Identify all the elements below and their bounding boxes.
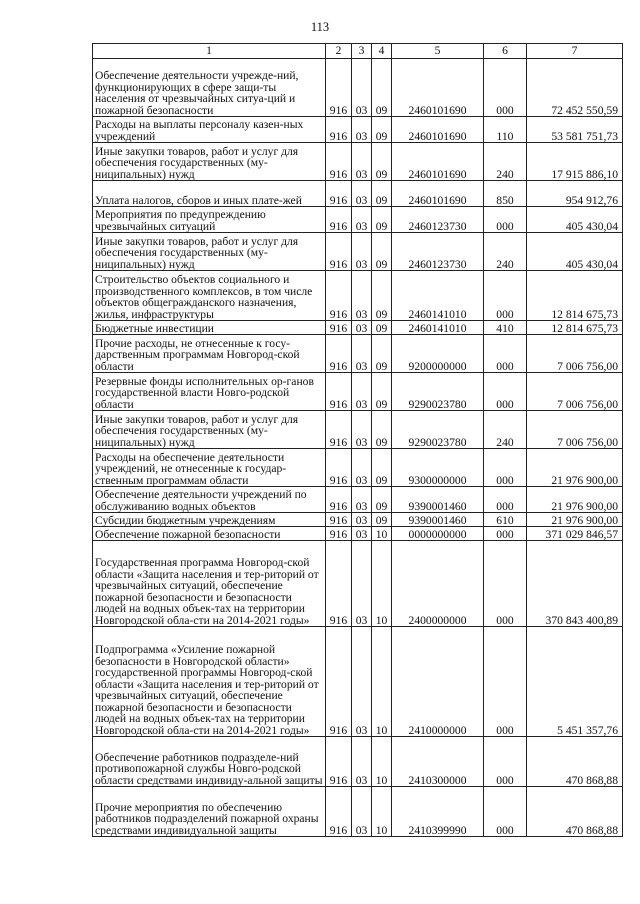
- cell-name: Обеспечение деятельности учреждений по обслуживанию водных объектов: [93, 487, 326, 513]
- cell-csr: 2400000000: [392, 541, 484, 627]
- table-row: [93, 335, 623, 373]
- cell-csr: 9300000000: [392, 449, 484, 487]
- cell-amount: 470 868,88: [527, 737, 623, 787]
- cell-vr: 000: [484, 487, 527, 513]
- cell-name: Подпрограмма «Усиление пожарной безопасности в Новгородской области» государственной программы Новгород-ской области «Защита населения и тер-риторий от чрезвычайных ситуаций, обеспечение пожарной безопасности и безопасности людей на водных объек-тах на территории Новгородской обла-сти на 2014-2021 годы»: [93, 627, 326, 737]
- cell-vr: 000: [484, 373, 527, 411]
- table-row: [93, 487, 623, 513]
- cell-vr: 000: [484, 207, 527, 233]
- cell-pr: 09: [372, 271, 392, 321]
- cell-name: Резервные фонды исполнительных ор-ганов государственной власти Новго-родской области: [93, 373, 326, 411]
- cell-amount: 17 915 886,10: [527, 143, 623, 181]
- cell-amount: 954 912,76: [527, 181, 623, 207]
- cell-vr: 240: [484, 233, 527, 271]
- cell-vr: 240: [484, 411, 527, 449]
- cell-csr: 9390001460: [392, 513, 484, 527]
- cell-pr: 10: [372, 527, 392, 541]
- cell-grbs: 916: [326, 487, 352, 513]
- cell-rz: 03: [352, 737, 372, 787]
- cell-csr: 2460101690: [392, 117, 484, 143]
- cell-vr: 000: [484, 627, 527, 737]
- cell-rz: 03: [352, 181, 372, 207]
- table-row: [93, 787, 623, 837]
- cell-csr: 0000000000: [392, 527, 484, 541]
- table-row: [93, 373, 623, 411]
- cell-grbs: 916: [326, 373, 352, 411]
- cell-rz: 03: [352, 527, 372, 541]
- cell-csr: 2460123730: [392, 233, 484, 271]
- cell-grbs: 916: [326, 321, 352, 335]
- table-row: [93, 527, 623, 541]
- cell-amount: 371 029 846,57: [527, 527, 623, 541]
- cell-amount: 21 976 900,00: [527, 487, 623, 513]
- cell-rz: 03: [352, 143, 372, 181]
- cell-grbs: 916: [326, 143, 352, 181]
- cell-rz: 03: [352, 321, 372, 335]
- table-row: [93, 541, 623, 627]
- cell-rz: 03: [352, 627, 372, 737]
- table-row: [93, 411, 623, 449]
- cell-csr: 2410399990: [392, 787, 484, 837]
- cell-vr: 850: [484, 181, 527, 207]
- cell-pr: 09: [372, 233, 392, 271]
- cell-grbs: 916: [326, 181, 352, 207]
- cell-name: Уплата налогов, сборов и иных плате-жей: [93, 181, 326, 207]
- cell-grbs: 916: [326, 117, 352, 143]
- cell-pr: 10: [372, 737, 392, 787]
- cell-amount: 12 814 675,73: [527, 271, 623, 321]
- column-header: 3: [352, 44, 372, 59]
- cell-name: Расходы на обеспечение деятельности учреждений, не отнесенные к государ-ственным программам области: [93, 449, 326, 487]
- cell-amount: 370 843 400,89: [527, 541, 623, 627]
- table-row: [93, 271, 623, 321]
- cell-rz: 03: [352, 233, 372, 271]
- table-row: [93, 143, 623, 181]
- cell-csr: 2410300000: [392, 737, 484, 787]
- column-header: 6: [484, 44, 527, 59]
- cell-amount: 405 430,04: [527, 207, 623, 233]
- table-row: [93, 449, 623, 487]
- cell-vr: 000: [484, 541, 527, 627]
- cell-name: Субсидии бюджетным учреждениям: [93, 513, 326, 527]
- cell-amount: 7 006 756,00: [527, 411, 623, 449]
- cell-vr: 000: [484, 527, 527, 541]
- cell-grbs: 916: [326, 411, 352, 449]
- cell-name: Государственная программа Новгород-ской области «Защита населения и тер-риторий от чрезвычайных ситуаций, обеспечение пожарной безопасности и безопасности людей на водных объек-тах на территории Новгородской обла-сти на 2014-2021 годы»: [93, 541, 326, 627]
- cell-name: Иные закупки товаров, работ и услуг для обеспечения государственных (му-ниципальных) нужд: [93, 411, 326, 449]
- cell-pr: 09: [372, 321, 392, 335]
- cell-csr: 9290023780: [392, 373, 484, 411]
- cell-pr: 10: [372, 627, 392, 737]
- cell-csr: 2460101690: [392, 143, 484, 181]
- page-number: 113: [310, 20, 330, 34]
- cell-grbs: 916: [326, 449, 352, 487]
- cell-pr: 09: [372, 143, 392, 181]
- column-header: 4: [372, 44, 392, 59]
- cell-name: Бюджетные инвестиции: [93, 321, 326, 335]
- table-row: [93, 181, 623, 207]
- cell-amount: 72 452 550,59: [527, 59, 623, 117]
- cell-amount: 21 976 900,00: [527, 449, 623, 487]
- cell-rz: 03: [352, 487, 372, 513]
- cell-grbs: 916: [326, 787, 352, 837]
- cell-csr: 2460141010: [392, 321, 484, 335]
- cell-pr: 09: [372, 449, 392, 487]
- cell-pr: 10: [372, 787, 392, 837]
- cell-rz: 03: [352, 787, 372, 837]
- cell-name: Иные закупки товаров, работ и услуг для обеспечения государственных (му-ниципальных) нужд: [93, 143, 326, 181]
- cell-name: Прочие мероприятия по обеспечению работников подразделений пожарной охраны средствами индивидуальной защиты: [93, 787, 326, 837]
- cell-pr: 09: [372, 487, 392, 513]
- cell-vr: 000: [484, 737, 527, 787]
- cell-amount: 405 430,04: [527, 233, 623, 271]
- cell-vr: 000: [484, 271, 527, 321]
- cell-grbs: 916: [326, 527, 352, 541]
- cell-vr: 000: [484, 787, 527, 837]
- cell-grbs: 916: [326, 271, 352, 321]
- cell-grbs: 916: [326, 513, 352, 527]
- cell-csr: 2460141010: [392, 271, 484, 321]
- cell-rz: 03: [352, 59, 372, 117]
- cell-amount: 7 006 756,00: [527, 373, 623, 411]
- cell-rz: 03: [352, 541, 372, 627]
- budget-table: [92, 43, 623, 837]
- cell-grbs: 916: [326, 737, 352, 787]
- cell-csr: 9200000000: [392, 335, 484, 373]
- cell-grbs: 916: [326, 59, 352, 117]
- table-row: [93, 321, 623, 335]
- cell-csr: 2410000000: [392, 627, 484, 737]
- cell-csr: 9290023780: [392, 411, 484, 449]
- cell-csr: 9390001460: [392, 487, 484, 513]
- cell-vr: 000: [484, 449, 527, 487]
- cell-rz: 03: [352, 335, 372, 373]
- cell-vr: 410: [484, 321, 527, 335]
- cell-grbs: 916: [326, 627, 352, 737]
- cell-vr: 610: [484, 513, 527, 527]
- cell-vr: 240: [484, 143, 527, 181]
- cell-pr: 10: [372, 541, 392, 627]
- cell-name: Иные закупки товаров, работ и услуг для обеспечения государственных (му-ниципальных) нужд: [93, 233, 326, 271]
- cell-pr: 09: [372, 373, 392, 411]
- cell-vr: 000: [484, 335, 527, 373]
- cell-vr: 110: [484, 117, 527, 143]
- cell-pr: 09: [372, 207, 392, 233]
- cell-csr: 2460101690: [392, 59, 484, 117]
- cell-amount: 7 006 756,00: [527, 335, 623, 373]
- column-header: 5: [392, 44, 484, 59]
- cell-csr: 2460123730: [392, 207, 484, 233]
- cell-rz: 03: [352, 449, 372, 487]
- cell-rz: 03: [352, 513, 372, 527]
- cell-amount: 21 976 900,00: [527, 513, 623, 527]
- cell-pr: 09: [372, 411, 392, 449]
- table-row: [93, 207, 623, 233]
- cell-name: Прочие расходы, не отнесенные к госу-дарственным программам Новгород-ской области: [93, 335, 326, 373]
- cell-rz: 03: [352, 411, 372, 449]
- column-header: 1: [93, 44, 326, 59]
- header-row: [93, 44, 623, 59]
- cell-vr: 000: [484, 59, 527, 117]
- cell-grbs: 916: [326, 207, 352, 233]
- table-row: [93, 117, 623, 143]
- table-row: [93, 233, 623, 271]
- cell-name: Расходы на выплаты персоналу казен-ных учреждений: [93, 117, 326, 143]
- cell-csr: 2460101690: [392, 181, 484, 207]
- cell-name: Обеспечение работников подразделе-ний противопожарной службы Новго-родской области средствами индивиду-альной защиты: [93, 737, 326, 787]
- cell-name: Обеспечение пожарной безопасности: [93, 527, 326, 541]
- cell-rz: 03: [352, 117, 372, 143]
- cell-pr: 09: [372, 181, 392, 207]
- table-row: [93, 737, 623, 787]
- cell-rz: 03: [352, 207, 372, 233]
- column-header: 7: [527, 44, 623, 59]
- cell-name: Обеспечение деятельности учрежде-ний, функционирующих в сфере защи-ты населения от чрезвычайных ситуа-ций и пожарной безопасности: [93, 59, 326, 117]
- cell-pr: 09: [372, 59, 392, 117]
- cell-pr: 09: [372, 513, 392, 527]
- cell-amount: 12 814 675,73: [527, 321, 623, 335]
- cell-grbs: 916: [326, 541, 352, 627]
- cell-amount: 470 868,88: [527, 787, 623, 837]
- cell-name: Мероприятия по предупреждению чрезвычайных ситуаций: [93, 207, 326, 233]
- table-row: [93, 513, 623, 527]
- column-header: 2: [326, 44, 352, 59]
- cell-grbs: 916: [326, 233, 352, 271]
- cell-amount: 5 451 357,76: [527, 627, 623, 737]
- table-row: [93, 59, 623, 117]
- cell-pr: 09: [372, 335, 392, 373]
- cell-rz: 03: [352, 271, 372, 321]
- table-row: [93, 627, 623, 737]
- cell-amount: 53 581 751,73: [527, 117, 623, 143]
- cell-grbs: 916: [326, 335, 352, 373]
- cell-rz: 03: [352, 373, 372, 411]
- cell-pr: 09: [372, 117, 392, 143]
- cell-name: Строительство объектов социального и производственного комплексов, в том числе объектов общегражданского назначения, жилья, инфраструктуры: [93, 271, 326, 321]
